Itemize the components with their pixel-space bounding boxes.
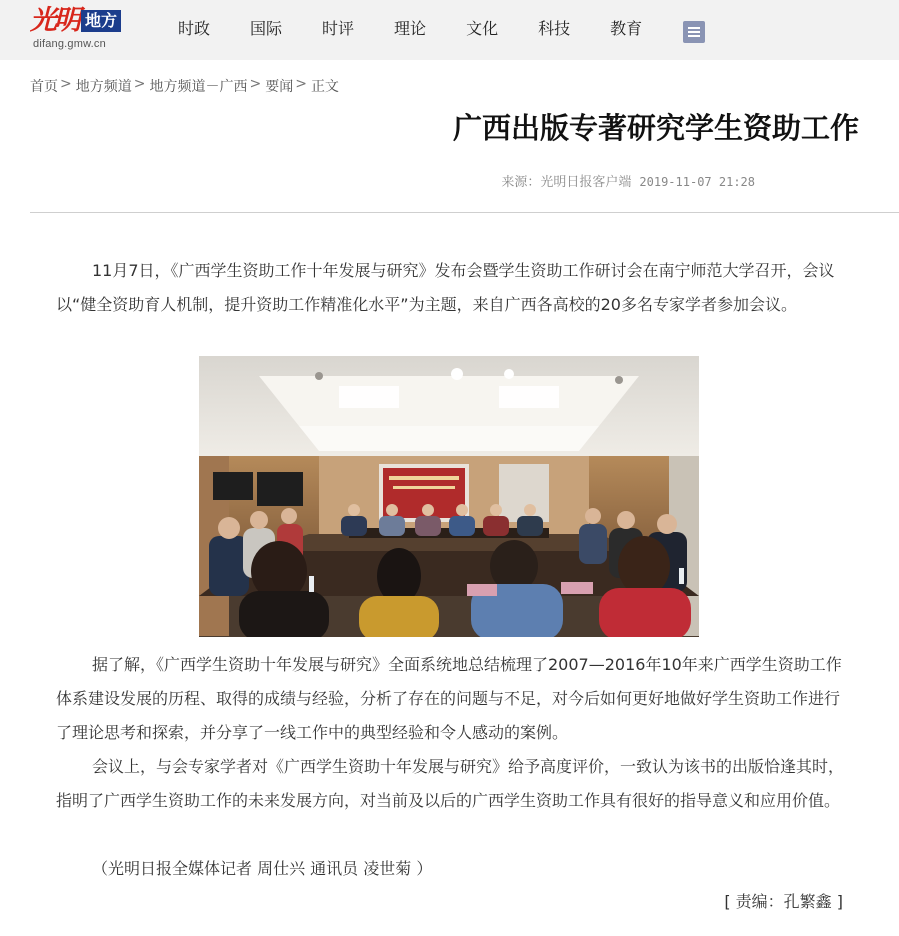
logo-glyphs: 光明 (30, 5, 78, 36)
breadcrumb-separator: > (249, 76, 262, 92)
logo-box-label: 地方 (81, 10, 121, 32)
nav-item-theory[interactable]: 理论 (394, 19, 427, 38)
article-title: 广西出版专著研究学生资助工作 (452, 111, 859, 145)
nav-item-culture[interactable]: 文化 (466, 19, 499, 38)
breadcrumb-local-channel[interactable]: 地方频道 (75, 79, 132, 95)
article-paragraph: 11月7日，《广西学生资助工作十年发展与研究》发布会暨学生资助工作研讨会在南宁师范大学召开，会议以“健全资助育人机制，提升资助工作精准化水平”为主题，来自广西各高校的20多名专家学者参加会议。 (56, 261, 835, 314)
logo-mark (30, 6, 121, 36)
breadcrumb-separator: > (60, 76, 72, 92)
breadcrumb-separator: > (133, 76, 146, 92)
article-meta (30, 171, 755, 190)
list-menu-icon[interactable] (683, 21, 705, 43)
nav-item-education[interactable]: 教育 (610, 19, 643, 38)
nav-item-technology[interactable]: 科技 (538, 19, 571, 38)
divider (30, 212, 899, 213)
breadcrumb-guangxi-channel[interactable]: 地方频道－广西 (149, 79, 248, 95)
meeting-photo (199, 356, 699, 637)
breadcrumb-home[interactable]: 首页 (30, 79, 58, 95)
top-navigation-bar (0, 0, 899, 60)
article-paragraph: 会议上，与会专家学者对《广西学生资助十年发展与研究》给予高度评价，一致认为该书的出版恰逢其时，指明了广西学生资助工作的未来发展方向，对当前及以后的广西学生资助工作具有很好的指导意义和应用价值。 (56, 757, 845, 810)
site-logo[interactable] (30, 6, 140, 52)
breadcrumb-news[interactable]: 要闻 (265, 79, 294, 95)
main-nav (178, 18, 682, 40)
article-credit: （光明日报全媒体记者 周仕兴 通讯员 凌世菊 ） (92, 859, 433, 878)
article-source: 来源：光明日报客户端 (501, 175, 632, 190)
logo-domain: difang.gmw.cn (33, 38, 106, 50)
article-time: 2019-11-07 21:28 (639, 175, 755, 189)
article-editor: [ 责编：孔繁鑫 ] (724, 892, 843, 911)
nav-item-international[interactable]: 国际 (250, 19, 283, 38)
breadcrumb (30, 76, 339, 96)
breadcrumb-separator: > (295, 76, 307, 92)
breadcrumb-current: 正文 (310, 79, 339, 95)
article-paragraph: 据了解，《广西学生资助十年发展与研究》全面系统地总结梳理了2007—2016年10年来广西学生资助工作体系建设发展的历程、取得的成绩与经验，分析了存在的问题与不足，对今后如何更好地做好学生资助工作进行了理论思考和探索，并分享了一线工作中的典型经验和令人感动的案例。 (56, 655, 842, 742)
nav-item-commentary[interactable]: 时评 (322, 19, 355, 38)
nav-item-politics[interactable]: 时政 (178, 19, 211, 38)
